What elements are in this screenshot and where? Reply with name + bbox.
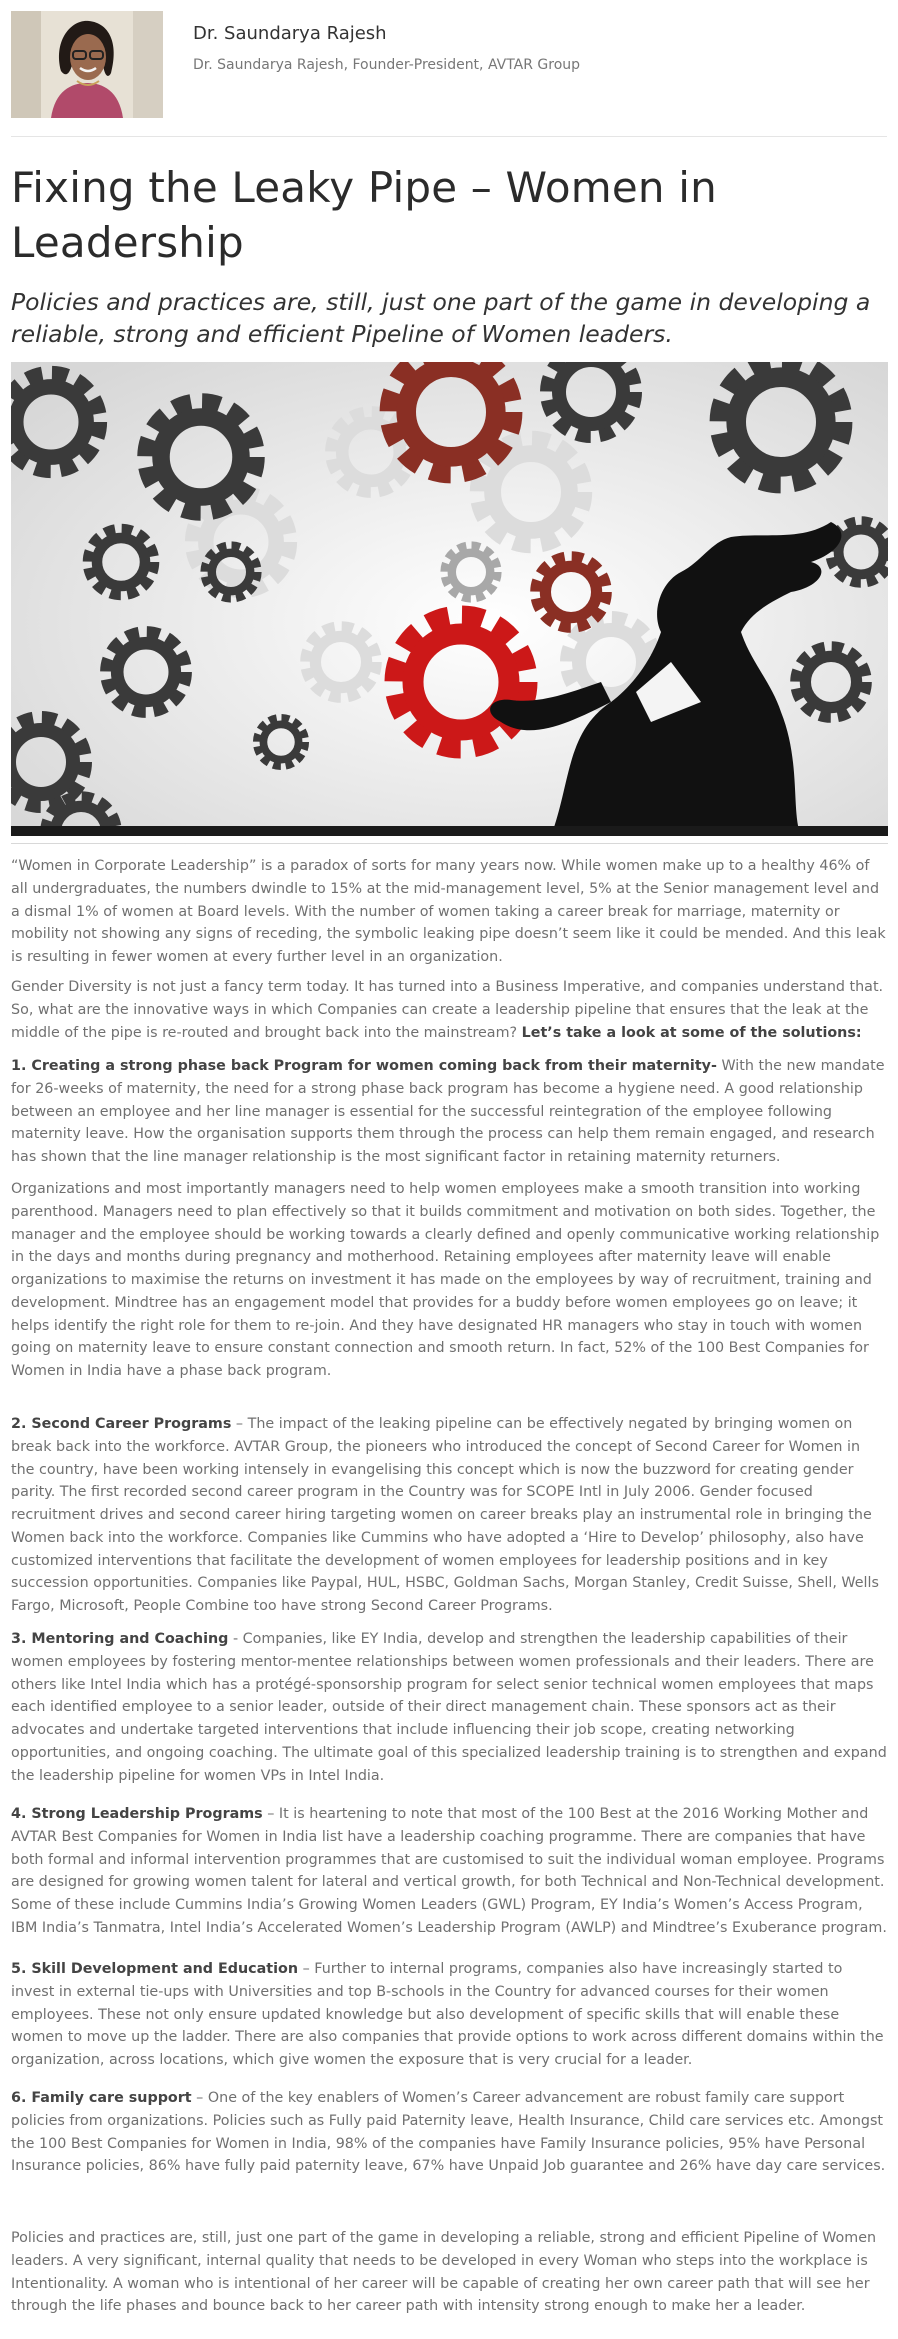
closing-paragraph: Policies and practices are, still, just one part of the game in developing a reliable, strong and efficient Pipeline of Women leaders. A very significant, internal quality that needs to be developed in every Woman who steps into the workplace is Intentionality. A woman who is intentional of her career will be capable of creating her own career path that will see her through the life phases and bounce back to her career path with intensity strong enough to make her a leader.: [11, 2230, 877, 2315]
section-4-title: 4. Strong Leadership Programs: [11, 1806, 263, 1822]
article-subtitle: Policies and practices are, still, just one part of the game in developing a reliable, strong and efficient Pipeline of Women leaders.: [11, 288, 871, 348]
section-3: [11, 1628, 887, 1787]
article-title: Fixing the Leaky Pipe – Women in Leadership: [11, 163, 717, 267]
author-name[interactable]: Dr. Saundarya Rajesh: [193, 23, 387, 44]
section-6: [11, 2087, 887, 2178]
section-3-text: - Companies, like EY India, develop and strengthen the leadership capabilities of their women employees by fostering mentor-mentee relationships between women professionals and their leaders. There are others like Intel India which has a protégé-sponsorship program for select senior technical women employees that maps each identified employee to a senior leader, outside of their direct management chain. These sponsors act as their advocates and undertake targeted interventions that include influencing their job scope, creating networking opportunities, and ongoing coaching. The ultimate goal of this specialized leadership training is to strengthen and expand the leadership pipeline for women VPs in Intel India.: [11, 1631, 887, 1784]
section-4: [11, 1803, 887, 1940]
section-1-text: With the new mandate for 26-weeks of maternity, the need for a strong phase back program has become a hygiene need. A good relationship between an employee and her line manager is essential for the successful reintegration of the employee following maternity leave. How the organisation supports them through the process can help them remain engaged, and research has shown that the line manager relationship is the most significant factor in retaining maternity returners.: [11, 1058, 885, 1165]
section-4-text: – It is heartening to note that most of the 100 Best at the 2016 Working Mother and AVTAR Best Companies for Women in India list have a leadership coaching programme. There are companies that have both formal and informal intervention programmes that are customised to suit the individual woman employee. Programs are designed for growing women talent for lateral and vertical growth, for both Technical and Non-Technical development. Some of these include Cummins India’s Growing Women Leaders (GWL) Program, EY India’s Women’s Access Program, IBM India’s Tanmatra, Intel India’s Accelerated Women’s Leadership Program (AWLP) and Mindtree’s Exuberance program.: [11, 1806, 887, 1936]
gears-illustration: [11, 362, 888, 836]
section-6-title: 6. Family care support: [11, 2090, 192, 2106]
author-title: Dr. Saundarya Rajesh, Founder-President, AVTAR Group: [193, 57, 581, 73]
intro-paragraph: “Women in Corporate Leadership” is a paradox of sorts for many years now. While women make up to a healthy 46% of all undergraduates, the numbers dwindle to 15% at the mid-management level, 5% at the Senior management level and a dismal 1% of women at Board levels. With the number of women taking a career break for marriage, maternity or mobility not showing any signs of receding, the symbolic leaking pipe doesn’t seem like it could be mended. And this leak is resulting in fewer women at every further level in an organization.: [11, 858, 886, 965]
paragraph-text: Gender Diversity is not just a fancy term today. It has turned into a Business Imperative, and companies understand that. So, what are the innovative ways in which Companies can create a leadership pipeline that ensures that the leak at the middle of the pipe is re-routed and brought back into the mainstream?: [11, 979, 884, 1041]
divider: [11, 843, 888, 844]
section-2-text: – The impact of the leaking pipeline can be effectively negated by bringing women on break back into the workforce. AVTAR Group, the pioneers who introduced the concept of Second Career for Women in the country, have been working intensely in evangelising this concept which is now the buzzword for creating gender parity. The first recorded second career program in the Country was for SCOPE Intl in July 2006. Gender focused recruitment drives and second career hiring targeting women on career breaks play an instrumental role in bringing the Women back into the workforce. Companies like Cummins who have adopted a ‘Hire to Develop’ philosophy, also have customized interventions that facilitate the development of women employees for leadership positions and in key succession opportunities. Companies like Paypal, HUL, HSBC, Goldman Sachs, Morgan Stanley, Credit Suisse, Shell, Wells Fargo, Microsoft, People Combine too have strong Second Career Programs.: [11, 1416, 879, 1614]
section-1-continued: Organizations and most importantly managers need to help women employees make a smooth transition into working parenthood. Managers need to plan effectively so that it builds commitment and motivation on both sides. Together, the manager and the employee should be working towards a clearly defined and openly communicative working relationship in the days and months during pregnancy and motherhood. Retaining employees after maternity leave will enable organizations to maximise the returns on investment it has made on the employees by way of recruitment, training and development. Mindtree has an engagement model that provides for a buddy before women employees go on leave; it helps identify the right role for them to re-join. And they have designated HR managers who stay in touch with women going on maternity leave to ensure constant connection and smooth return. In fact, 52% of the 100 Best Companies for Women in India have a phase back program.: [11, 1181, 880, 1379]
section-2-title: 2. Second Career Programs: [11, 1416, 232, 1432]
section-5: [11, 1958, 887, 2072]
divider: [11, 136, 887, 137]
author-block: [11, 11, 887, 119]
hero-caption-bar: [11, 826, 888, 836]
section-2: [11, 1413, 887, 1618]
section-6-text: – One of the key enablers of Women’s Career advancement are robust family care support policies from organizations. Policies such as Fully paid Paternity leave, Health Insurance, Child care services etc. Amongst the 100 Best Companies for Women in India, 98% of the companies have Family Insurance policies, 95% have Personal Insurance policies, 86% have fully paid paternity leave, 67% have Unpaid Job guarantee and 26% have day care services.: [11, 2090, 886, 2175]
section-3-title: 3. Mentoring and Coaching: [11, 1631, 229, 1647]
avatar[interactable]: [11, 11, 163, 118]
paragraph: [11, 976, 887, 1044]
section-5-title: 5. Skill Development and Education: [11, 1961, 299, 1977]
section-5-text: – Further to internal programs, companies also have increasingly started to invest in external tie-ups with Universities and top B-schools in the Country for advanced courses for their women employees. These not only ensure updated knowledge but also development of specific skills that will enable these women to move up the ladder. There are also companies that provide options to work across different domains within the organization, across locations, which give women the exposure that is very crucial for a leader.: [11, 1961, 884, 2068]
section-1: [11, 1055, 887, 1169]
hero-image: [11, 362, 888, 836]
section-1-title: 1. Creating a strong phase back Program for women coming back from their maternity-: [11, 1058, 717, 1074]
paragraph-bold: Let’s take a look at some of the solutions:: [521, 1024, 862, 1041]
